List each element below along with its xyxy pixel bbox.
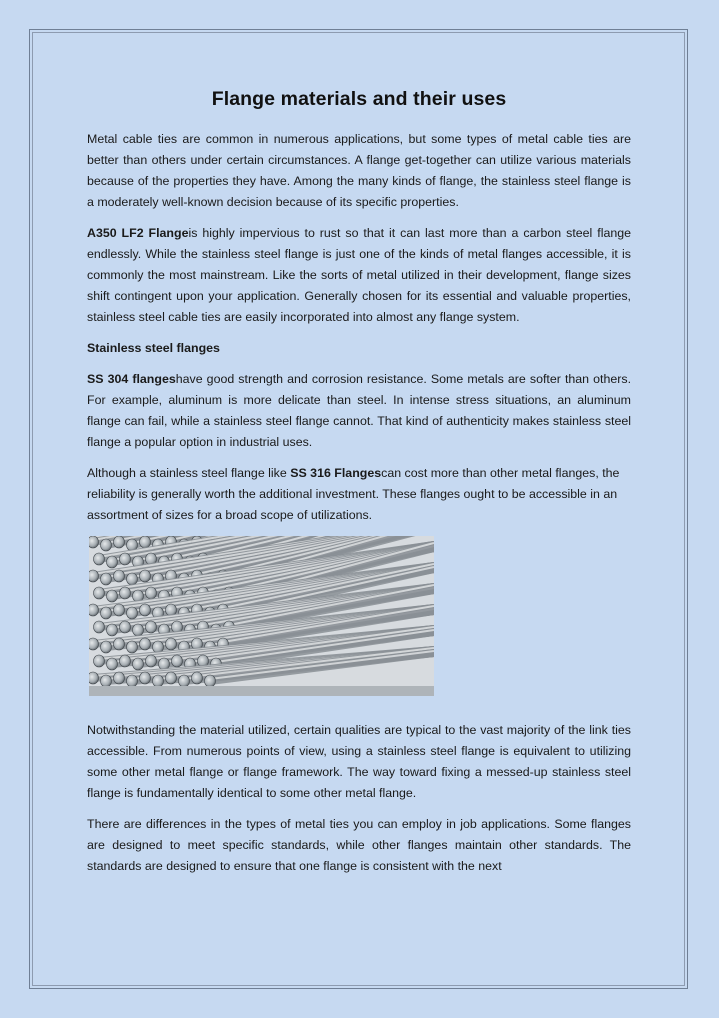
paragraph-standards: There are differences in the types of metal ties you can employ in job applications. Some flanges are designed to meet specific standards, while other flanges maintain other standards. The standards are designed to ensure that one flange is consistent with the next: [87, 817, 631, 873]
bold-term-a350: A350 LF2 Flange: [87, 226, 189, 240]
document-title: Flange materials and their uses: [211, 88, 507, 110]
paragraph-ss316: [87, 463, 631, 526]
section-heading-text: Stainless steel flanges: [87, 341, 220, 355]
document-body: [87, 88, 631, 887]
bold-term-ss316: SS 316 Flanges: [290, 466, 382, 480]
section-heading: [87, 338, 631, 359]
paragraph-qualities: Notwithstanding the material utilized, certain qualities are typical to the vast majority of the link ties accessible. From numerous points of view, using a stainless steel flange is equivalent to utilizing some other metal flange or flange framework. The way toward fixing a messed-up stainless steel flange is fundamentally identical to some other metal flange.: [87, 723, 631, 800]
paragraph-a350-text: is highly impervious to rust so that it can last more than a carbon steel flange endlessly. While the stainless steel flange is just one of the kinds of metal flanges accessible, it is commonly the most mainstream. Like the sorts of metal utilized in their development, flange sizes shift contingent upon your application. Generally chosen for its essential and valuable properties, stainless steel cable ties are easily incorporated into almost any flange system.: [87, 226, 632, 324]
paragraph-ss304-text: have good strength and corrosion resistance. Some metals are softer than others. For example, aluminum is more delicate than steel. In intense stress situations, an aluminum flange can fail, while a stainless steel flange cannot. That kind of authenticity makes stainless steel flange a popular option in industrial uses.: [87, 372, 632, 449]
steel-bars-icon: [89, 536, 434, 696]
paragraph-intro: Metal cable ties are common in numerous applications, but some types of metal cable ties are better than others under certain circumstances. A flange get-together can utilize various materials because of the properties they have. Among the many kinds of flange, the stainless steel flange is a moderately well-known decision because of its specific properties.: [87, 132, 631, 209]
paragraph-ss316-text: can cost more than other metal flanges, the reliability is generally worth the additional investment. These flanges ought to be accessible in an assortment of sizes for a broad scope of utilizations.: [87, 466, 620, 522]
paragraph-ss304: [87, 369, 631, 453]
steel-bars-photo: [89, 536, 434, 696]
paragraph-a350: [87, 223, 631, 328]
paragraph-ss316-start: Although a stainless steel flange like: [87, 466, 291, 480]
bold-term-ss304: SS 304 flanges: [87, 372, 176, 386]
